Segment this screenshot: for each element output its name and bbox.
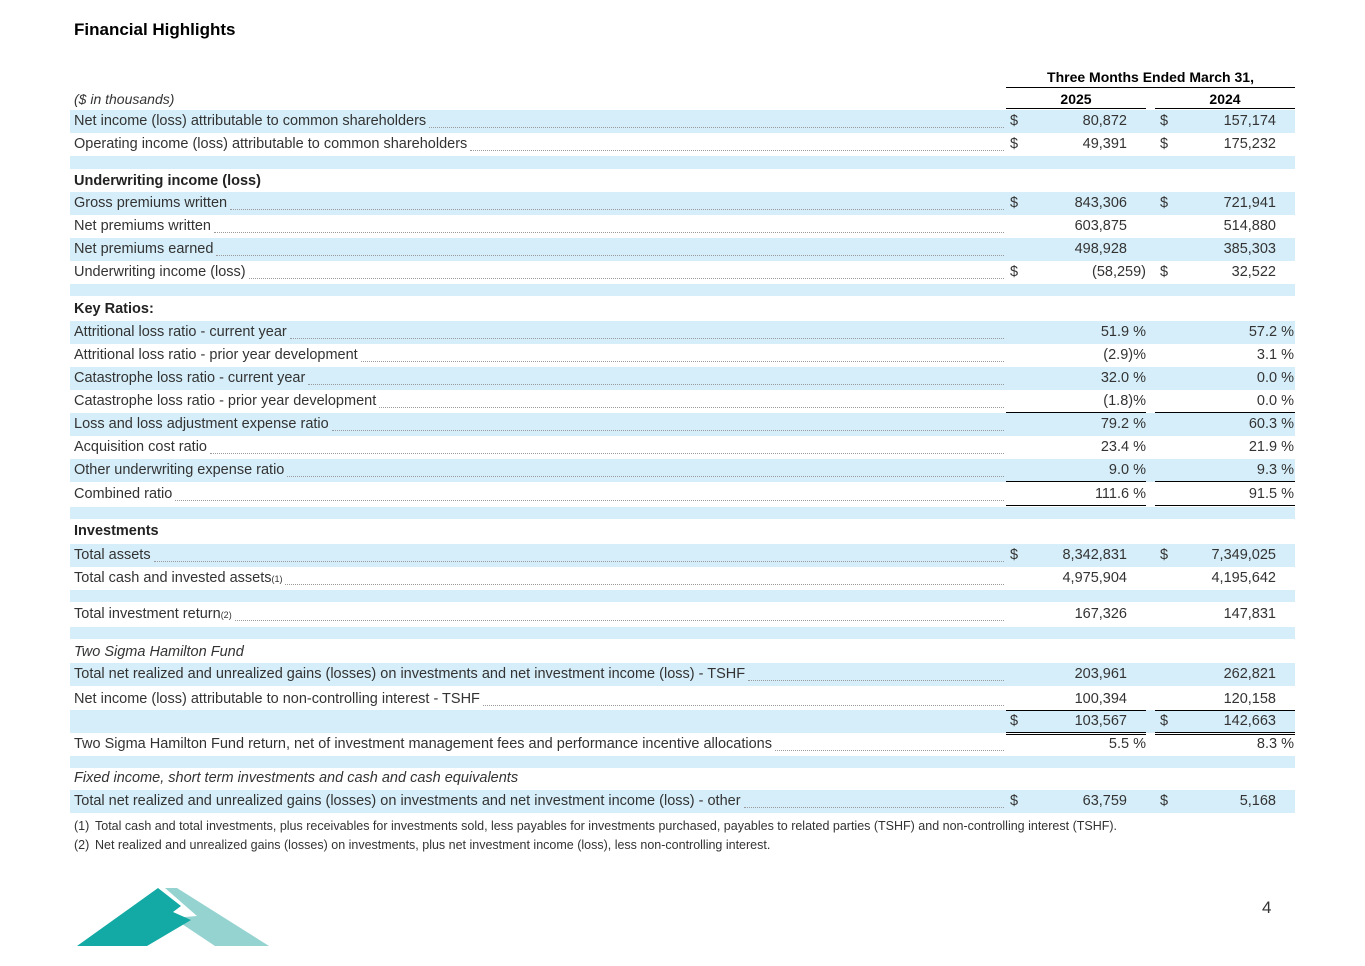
value-2025: (58,259): [1091, 264, 1146, 280]
value-2024: 157,174: [1223, 113, 1276, 129]
row-label-text: Two Sigma Hamilton Fund: [74, 644, 244, 660]
table-spacer-row: [70, 627, 1295, 639]
value-2025: 111.6 %: [1094, 486, 1146, 502]
row-label: [74, 344, 1004, 367]
table-row: [70, 170, 1295, 193]
dot-leader: [744, 806, 1004, 808]
currency-symbol-2025: $: [1010, 113, 1019, 129]
logo-dark-shape: [77, 888, 191, 946]
row-label: [74, 544, 1004, 567]
value-2024: 514,880: [1223, 218, 1276, 234]
value-2025: 498,928: [1074, 241, 1127, 257]
row-label: [74, 133, 1004, 156]
row-label: [74, 688, 1004, 711]
table-row: [70, 192, 1295, 215]
row-label: [74, 790, 1004, 813]
dot-leader: [210, 452, 1004, 454]
row-label-text: Key Ratios:: [74, 301, 154, 317]
value-2024: 147,831: [1223, 606, 1276, 622]
table-spacer-row: [70, 507, 1295, 519]
currency-symbol-2025: $: [1010, 547, 1019, 563]
table-row: [70, 261, 1295, 284]
row-label: [74, 641, 1004, 664]
table-row: [70, 603, 1295, 626]
row-label-text: Loss and loss adjustment expense ratio: [74, 416, 329, 432]
dot-leader: [483, 704, 1004, 706]
row-label: [74, 192, 1004, 215]
row-label-text: Attritional loss ratio - prior year development: [74, 347, 358, 363]
value-2025: 603,875: [1074, 218, 1127, 234]
currency-symbol-2024: $: [1160, 113, 1169, 129]
row-label: [74, 367, 1004, 390]
row-label-text: Total investment return: [74, 606, 221, 622]
overline: [1006, 710, 1146, 711]
dot-leader: [216, 254, 1004, 256]
row-label-text: Underwriting income (loss): [74, 173, 261, 189]
dot-leader: [290, 337, 1004, 339]
value-2024: 721,941: [1223, 195, 1276, 211]
table-row: [70, 483, 1295, 506]
page-title: Financial Highlights: [74, 20, 236, 39]
row-label-text: Two Sigma Hamilton Fund return, net of investment management fees and performance incentive allocations: [74, 736, 772, 752]
row-label: [74, 215, 1004, 238]
row-label-text: Net income (loss) attributable to common shareholders: [74, 113, 427, 129]
table-row: [70, 790, 1295, 813]
value-2024: 0.0 %: [1256, 393, 1294, 409]
value-2024: 21.9 %: [1248, 439, 1294, 455]
company-logo: [77, 888, 269, 953]
table-row: [70, 733, 1295, 756]
value-2024: 7,349,025: [1211, 547, 1276, 563]
underline: [1155, 481, 1295, 482]
row-label-text: Other underwriting expense ratio: [74, 462, 285, 478]
table-row: [70, 344, 1295, 367]
footnote-1: [74, 819, 1117, 833]
row-label-text: Acquisition cost ratio: [74, 439, 207, 455]
row-label: [74, 238, 1004, 261]
footnote-1-number: (1): [74, 819, 90, 833]
row-label: Total investment return (2): [74, 603, 1004, 626]
table-spacer-row: [70, 590, 1295, 602]
value-2024: 262,821: [1223, 666, 1276, 682]
overline: [1155, 710, 1295, 711]
dot-leader: [332, 429, 1004, 431]
table-spacer-row: [70, 284, 1295, 296]
row-label-text: Total net realized and unrealized gains (losses) on investments and net investment income (loss) - other: [74, 793, 741, 809]
table-row: [70, 133, 1295, 156]
table-row: [70, 436, 1295, 459]
footnote-2: [74, 838, 770, 852]
table-row: [70, 641, 1295, 664]
currency-symbol-2024: $: [1160, 547, 1169, 563]
value-2025: 8,342,831: [1062, 547, 1127, 563]
dot-leader: [429, 126, 1004, 128]
table-row: [70, 298, 1295, 321]
value-2024: 120,158: [1223, 691, 1276, 707]
period-header: Three Months Ended March 31,: [1006, 69, 1295, 88]
value-2025: 167,326: [1074, 606, 1127, 622]
currency-symbol-2025: $: [1010, 793, 1019, 809]
row-label-text: Underwriting income (loss): [74, 264, 246, 280]
currency-symbol-2024: $: [1160, 713, 1169, 729]
row-label-text: Net premiums earned: [74, 241, 214, 257]
value-2025: (2.9)%: [1103, 347, 1146, 363]
value-2024: 8.3 %: [1256, 736, 1294, 752]
row-label: [74, 321, 1004, 344]
row-label-text: Gross premiums written: [74, 195, 228, 211]
currency-symbol-2025: $: [1010, 195, 1019, 211]
value-2025: 9.0 %: [1108, 462, 1146, 478]
value-2024: 57.2 %: [1248, 324, 1294, 340]
currency-symbol-2025: $: [1010, 264, 1019, 280]
row-label-text: Total cash and invested assets: [74, 570, 272, 586]
value-2024: 91.5 %: [1248, 486, 1294, 502]
table-row: [70, 767, 1295, 790]
row-label-text: Net premiums written: [74, 218, 211, 234]
table-row: [70, 321, 1295, 344]
table-row: [70, 238, 1295, 261]
value-2024: 3.1 %: [1256, 347, 1294, 363]
row-label: [74, 413, 1004, 436]
dot-leader: [748, 679, 1004, 681]
value-2025: 843,306: [1074, 195, 1127, 211]
row-label-text: Investments: [74, 523, 159, 539]
row-label: [74, 663, 1004, 686]
row-label-text: Total net realized and unrealized gains (losses) on investments and net investment income (loss) - TSHF: [74, 666, 746, 682]
value-2024: 9.3 %: [1256, 462, 1294, 478]
table-row: [70, 663, 1295, 686]
value-2025: 100,394: [1074, 691, 1127, 707]
value-2025: 103,567: [1074, 713, 1127, 729]
dot-leader: [285, 583, 1004, 585]
currency-symbol-2025: $: [1010, 713, 1019, 729]
table-spacer-row: [70, 710, 1295, 733]
value-2025: 63,759: [1082, 793, 1127, 809]
table-row: [70, 367, 1295, 390]
table-row: [70, 110, 1295, 133]
table-row: [70, 390, 1295, 413]
value-2025: 23.4 %: [1100, 439, 1146, 455]
value-2025: 80,872: [1082, 113, 1127, 129]
footnote-1-text: Total cash and total investments, plus receivables for investments sold, less payables for investments purchased, payables to related parties (TSHF) and non-controlling interest (TSHF).: [95, 819, 1118, 833]
row-label: [74, 110, 1004, 133]
row-label: [74, 298, 1004, 321]
value-2025: 4,975,904: [1062, 570, 1127, 586]
currency-symbol-2024: $: [1160, 264, 1169, 280]
value-2025: (1.8)%: [1103, 393, 1146, 409]
row-label-text: Total assets: [74, 547, 151, 563]
table-row: [70, 520, 1295, 543]
row-label: [74, 390, 1004, 413]
currency-symbol-2024: $: [1160, 136, 1169, 152]
dot-leader: [154, 560, 1004, 562]
row-label: [74, 483, 1004, 506]
currency-symbol-2024: $: [1160, 195, 1169, 211]
row-label-text: Catastrophe loss ratio - current year: [74, 370, 306, 386]
table-spacer-row: [70, 156, 1295, 169]
row-label: [74, 767, 1004, 790]
table-row: [70, 567, 1295, 590]
dot-leader: [361, 360, 1004, 362]
table-row: [70, 688, 1295, 711]
dot-leader: [775, 749, 1004, 751]
value-2024: 385,303: [1223, 241, 1276, 257]
dot-leader: [230, 208, 1004, 210]
value-2024: 32,522: [1231, 264, 1276, 280]
dot-leader: [175, 499, 1004, 501]
row-label-text: Combined ratio: [74, 486, 173, 502]
row-label: [74, 261, 1004, 284]
value-2025: 203,961: [1074, 666, 1127, 682]
dot-leader: [287, 475, 1004, 477]
value-2025: 79.2 %: [1100, 416, 1146, 432]
year-header-2024: 2024: [1155, 91, 1295, 109]
dot-leader: [470, 149, 1004, 151]
row-label: [74, 520, 1004, 543]
value-2024: 4,195,642: [1211, 570, 1276, 586]
underline: [1006, 481, 1146, 482]
row-label-text: Operating income (loss) attributable to common shareholders: [74, 136, 468, 152]
row-label-text: Catastrophe loss ratio - prior year development: [74, 393, 377, 409]
dot-leader: [379, 406, 1004, 408]
row-label-text: Fixed income, short term investments and cash and cash equivalents: [74, 770, 519, 786]
value-2025: 51.9 %: [1100, 324, 1146, 340]
row-label: [74, 436, 1004, 459]
currency-symbol-2024: $: [1160, 793, 1169, 809]
value-2024: 5,168: [1239, 793, 1276, 809]
table-row: [70, 459, 1295, 482]
row-label-text: Net income (loss) attributable to non-controlling interest - TSHF: [74, 691, 480, 707]
value-2024: 142,663: [1223, 713, 1276, 729]
value-2025: 5.5 %: [1108, 736, 1146, 752]
page-number: 4: [1262, 898, 1272, 917]
units-label: ($ in thousands): [74, 91, 175, 107]
row-label: [74, 170, 1004, 193]
row-label: [74, 733, 1004, 756]
value-2024: 175,232: [1223, 136, 1276, 152]
row-label-text: Attritional loss ratio - current year: [74, 324, 287, 340]
footnote-2-text: Net realized and unrealized gains (losses) on investments, plus net investment income (loss), less non-controlling interest.: [95, 838, 771, 852]
row-label: [74, 459, 1004, 482]
dot-leader: [308, 383, 1004, 385]
dot-leader: [249, 277, 1004, 279]
year-header-2025: 2025: [1006, 91, 1146, 109]
dot-leader: [214, 231, 1004, 233]
value-2024: 0.0 %: [1256, 370, 1294, 386]
currency-symbol-2025: $: [1010, 136, 1019, 152]
row-label: Total cash and invested assets (1): [74, 567, 1004, 590]
value-2025: 32.0 %: [1100, 370, 1146, 386]
dot-leader: [235, 619, 1004, 621]
value-2025: 49,391: [1082, 136, 1127, 152]
value-2024: 60.3 %: [1248, 416, 1294, 432]
table-row: [70, 413, 1295, 436]
table-row: [70, 215, 1295, 238]
footnote-2-number: (2): [74, 838, 90, 852]
table-row: [70, 544, 1295, 567]
